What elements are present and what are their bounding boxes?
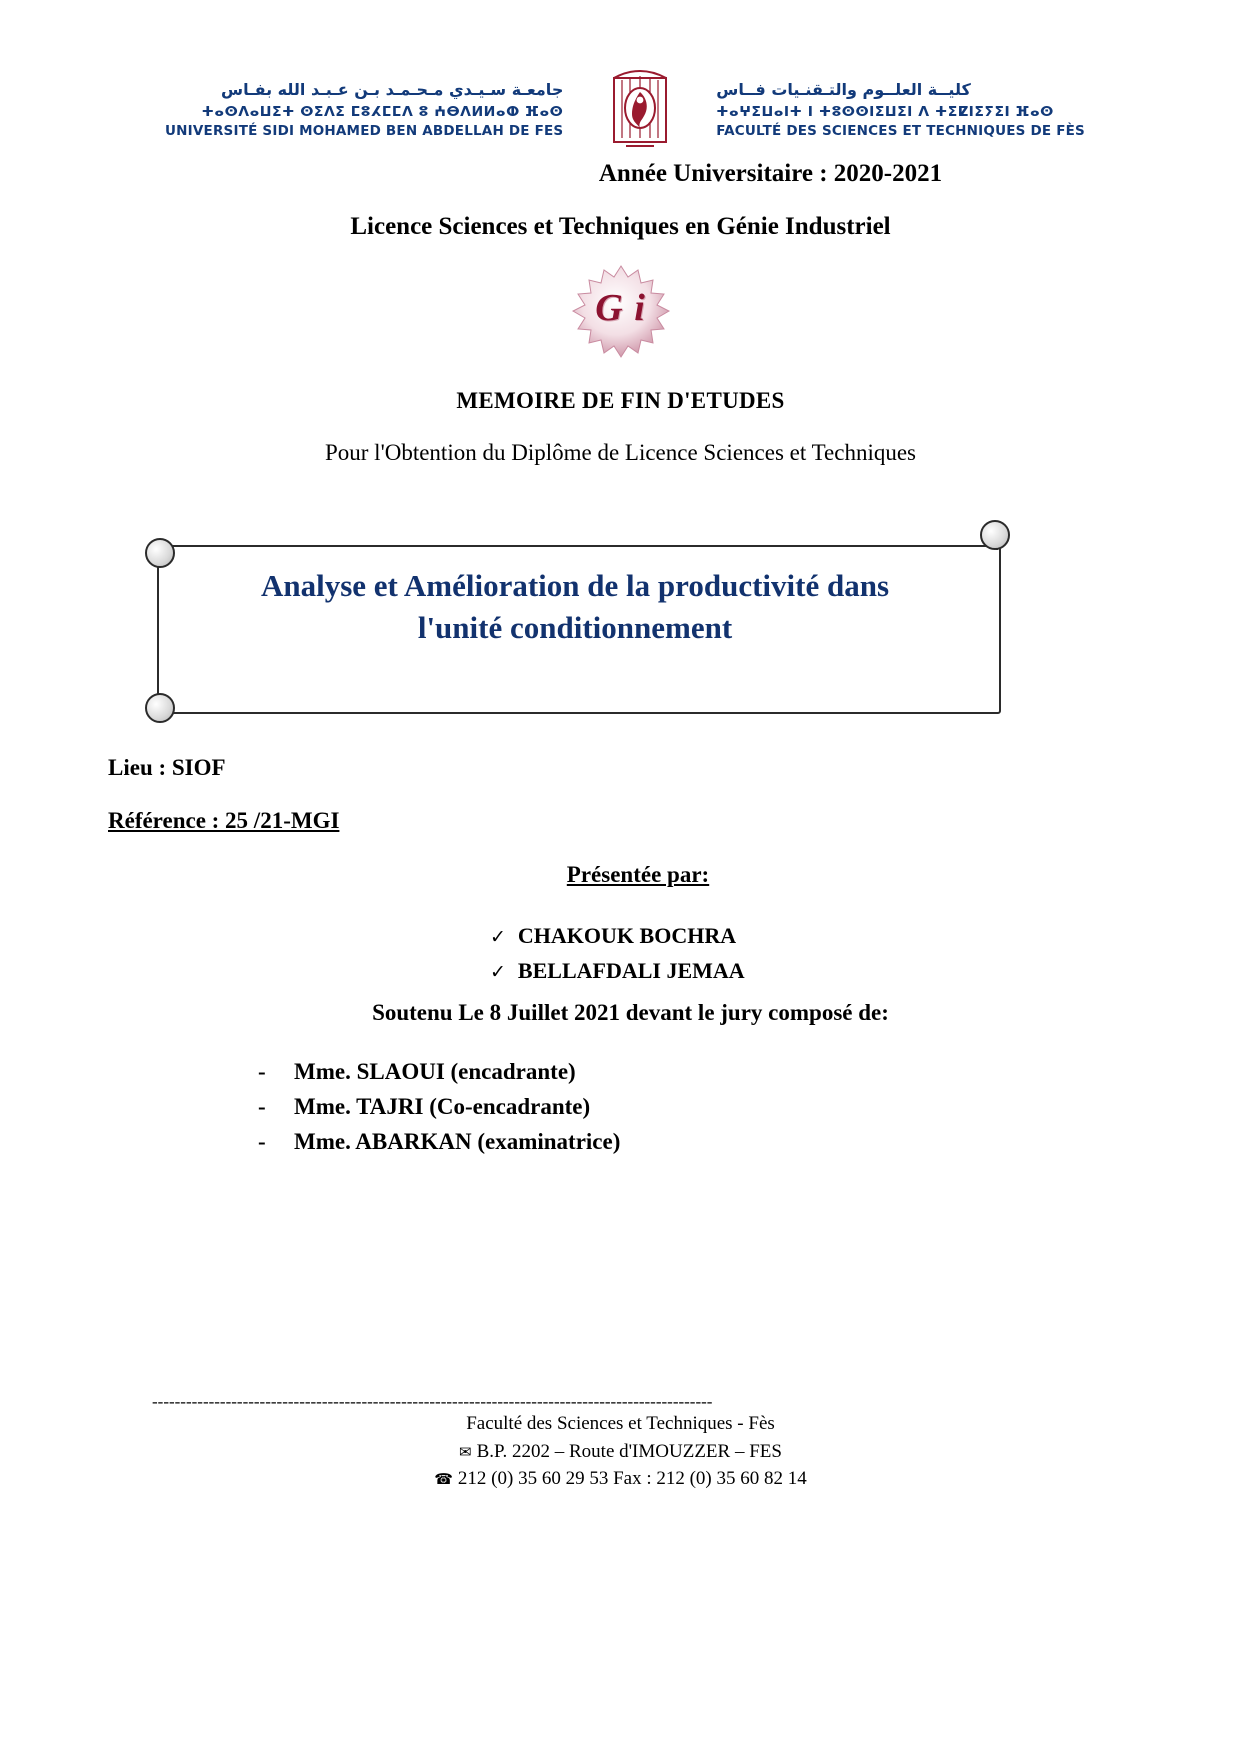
presented-by-label <box>0 862 1241 888</box>
document-type: MEMOIRE DE FIN D'ETUDES <box>456 388 785 413</box>
university-seal-logo <box>592 62 688 158</box>
university-name-tifinagh: ⵜⴰⵙⴷⴰⵡⵉⵜ ⵙⵉⴷⵉ ⵎⵓⵃⵎⵎⴷ ⵓ ⵄⴱⴷⵍⵍⴰⵀ ⴼⴰⵙ <box>201 103 564 120</box>
academic-year: Année Universitaire : 2020-2021 <box>598 160 943 187</box>
footer-institution: Faculté des Sciences et Techniques - Fès <box>466 1413 775 1434</box>
footer-divider: --------------------------------------------------------------------------------------------------- <box>152 1392 713 1411</box>
letterhead <box>165 62 1085 158</box>
document-purpose: Pour l'Obtention du Diplôme de Licence Sciences et Techniques <box>324 440 916 465</box>
university-name-arabic: جامعـة سـيـدي مـحـمـد بـن عـبـد الله بفـاس <box>221 80 564 100</box>
gi-logo-text: G i <box>595 287 646 329</box>
program-name: Licence Sciences et Techniques en Génie Industriel <box>350 213 891 240</box>
jury-member: Mme. TAJRI (Co-encadrante) <box>294 1093 591 1119</box>
list-item <box>490 918 745 953</box>
dash-bullet: - <box>258 1059 266 1084</box>
faculty-name-french: FACULTÉ DES SCIENCES ET TECHNIQUES DE FÈS <box>716 122 1085 139</box>
faculty-name-tifinagh: ⵜⴰⵖⵉⵡⴰⵏⵜ ⵏ ⵜⵓⵙⵙⵏⵉⵡⵉⵏ ⴷ ⵜⵉⵇⵏⵉⵢⵉⵏ ⴼⴰⵙ <box>716 103 1054 120</box>
defense-line: Soutenu Le 8 Juillet 2021 devant le jury composé de: <box>372 1000 889 1025</box>
list-item <box>258 1090 620 1125</box>
list-item <box>258 1125 620 1160</box>
page-title <box>195 565 955 649</box>
list-item <box>258 1055 620 1090</box>
check-icon: ✓ <box>490 962 506 984</box>
dash-bullet: - <box>258 1093 266 1119</box>
page-title-line1: Analyse et Amélioration de la productivité dans <box>260 568 890 603</box>
dash-bullet: - <box>258 1128 266 1154</box>
footer-contact-line <box>0 1465 1241 1493</box>
author-name: BELLAFDALI JEMAA <box>517 958 745 984</box>
genie-industriel-logo <box>556 262 686 362</box>
check-icon: ✓ <box>490 927 506 948</box>
university-name-french: UNIVERSITÉ SIDI MOHAMED BEN ABDELLAH DE FES <box>165 122 564 139</box>
jury-member: Mme. ABARKAN (examinatrice) <box>294 1128 621 1154</box>
banner-curl-bottom-left <box>145 693 175 723</box>
footer-contact: 212 (0) 35 60 29 53 Fax : 212 (0) 35 60 82 14 <box>457 1468 807 1490</box>
title-banner <box>135 520 1020 735</box>
banner-curl-top-left <box>145 538 175 568</box>
footer <box>0 1410 1241 1493</box>
jury-list <box>258 1055 620 1160</box>
faculty-name-block <box>716 78 1085 141</box>
university-name-block <box>165 78 563 141</box>
telephone-icon: ☎ <box>434 1472 453 1489</box>
list-item <box>490 953 745 988</box>
gi-logo-wrapper <box>0 262 1241 367</box>
footer-address-line <box>0 1438 1241 1466</box>
place-label: Lieu : SIOF <box>108 755 226 780</box>
jury-member: Mme. SLAOUI (encadrante) <box>294 1059 576 1084</box>
presented-by-text: Présentée par: <box>566 862 710 887</box>
author-name: CHAKOUK BOCHRA <box>517 923 737 948</box>
banner-curl-top-right <box>980 520 1010 550</box>
faculty-name-arabic: كليــة العلــوم والتـقنـيات فــاس <box>716 80 971 100</box>
reference-label: Référence : 25 /21-MGI <box>108 808 340 833</box>
envelope-icon: ✉ <box>459 1444 472 1461</box>
page-title-line2: l'unité conditionnement <box>417 609 733 645</box>
authors-list <box>490 918 745 989</box>
banner-left-edge <box>157 550 159 710</box>
footer-address: B.P. 2202 – Route d'IMOUZZER – FES <box>476 1440 782 1462</box>
